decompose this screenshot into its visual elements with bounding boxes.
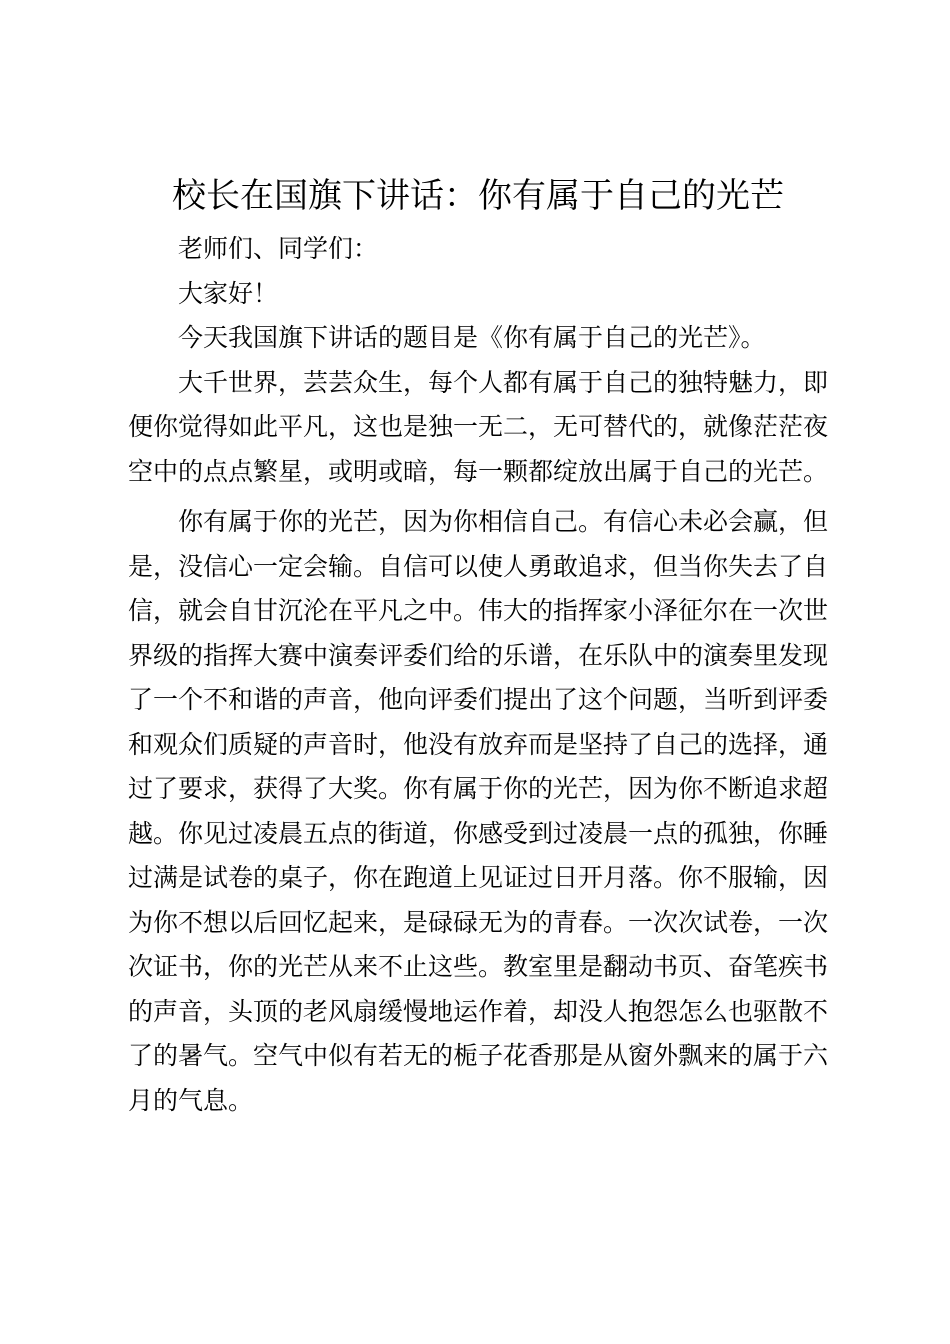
document-body (128, 227, 828, 1123)
paragraph-hello: 大家好！ (178, 278, 279, 308)
document-title: 校长在国旗下讲话：你有属于自己的光芒 (172, 176, 784, 216)
paragraph-topic: 今天我国旗下讲话的题目是《你有属于自己的光芒》。 (178, 323, 766, 352)
paragraph-intro: 大千世界，芸芸众生，每个人都有属于自己的独特魅力，即便你觉得如此平凡，这也是独一无二，无可替代的，就像茫茫夜空中的点点繁星，或明或暗，每一颗都绽放出属于自己的光芒。 (128, 367, 829, 486)
paragraph-main: 你有属于你的光芒，因为你相信自己。有信心未必会赢，但是，没信心一定会输。自信可以使人勇敢追求，但当你失去了自信，就会自甘沉沦在平凡之中。伟大的指挥家小泽征尔在一次世界级的指挥大赛中演奏评委们给的乐谱，在乐队中的演奏里发现了一个不和谐的声音，他向评委们提出了这个问题，当听到评委和观众们质疑的声音时，他没有放弃而是坚持了自己的选择，通过了要求，获得了大奖。你有属于你的光芒，因为你不断追求超越。你见过凌晨五点的街道，你感受到过凌晨一点的孤独，你睡过满是试卷的桌子，你在跑道上见证过日开月落。你不服输，因为你不想以后回忆起来，是碌碌无为的青春。一次次试卷，一次次证书，你的光芒从来不止这些。教室里是翻动书页、奋笔疾书的声音，头顶的老风扇缓慢地运作着，却没人抱怨怎么也驱散不了的暑气。空气中似有若无的栀子花香那是从窗外飘来的属于六月的气息。 (128, 507, 829, 1115)
paragraph-greeting: 老师们、同学们： (178, 234, 379, 263)
